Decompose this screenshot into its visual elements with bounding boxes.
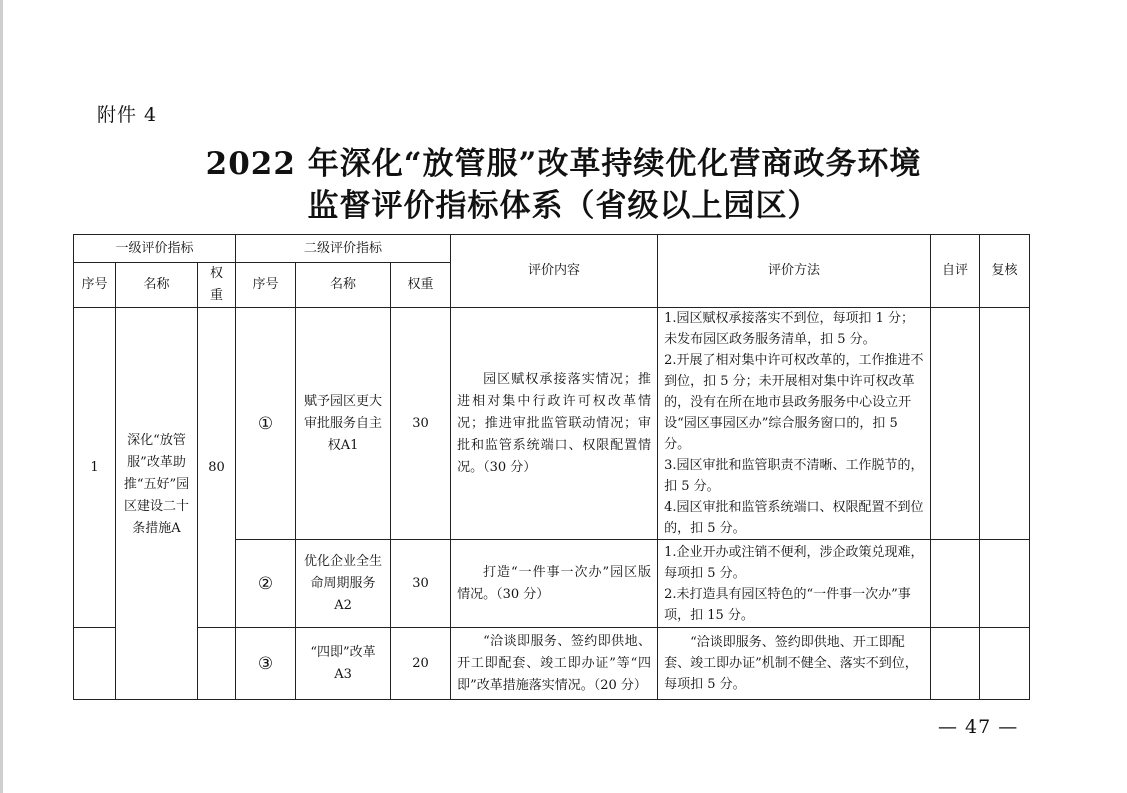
row-method [658,308,931,540]
empty-seq-cell [74,628,116,700]
header-seq1: 序号 [74,263,116,308]
header-name1: 名称 [116,263,198,308]
review-cell[interactable] [980,308,1030,540]
header-content: 评价内容 [451,235,658,308]
row-name: “四即”改革A3 [296,628,391,700]
review-cell[interactable] [980,540,1030,628]
row-weight: 20 [391,628,451,700]
row-content: “洽谈即服务、签约即供地、开工即配套、竣工即办证”等“四即”改革措施落实情况。（20 分） [451,628,658,700]
row-name: 赋予园区更大审批服务自主权A1 [296,308,391,540]
page-subtitle: 监督评价指标体系（省级以上园区） [307,188,820,224]
row-method [658,628,931,700]
empty-weight-cell [198,628,236,700]
review-cell[interactable] [980,628,1030,700]
row-weight: 30 [391,540,451,628]
row-seq: ③ [236,628,296,700]
row-weight: 30 [391,308,451,540]
page-number: — 47 — [938,716,1019,738]
group-weight: 80 [198,308,236,628]
header-method: 评价方法 [658,235,931,308]
header-self-eval: 自评 [931,235,980,308]
row-seq: ② [236,540,296,628]
table-row [74,628,1030,700]
method-item: 4.园区审批和监管系统端口、权限配置不到位的，扣 5 分。 [664,500,924,536]
method-item: 2.开展了相对集中许可权改革的，工作推进不到位，扣 5 分；未开展相对集中许可权改革的，没有在所在地市县政务服务中心设立开设“园区事园区办”综合服务窗口的，扣 5 分。 [664,353,924,452]
self-eval-cell[interactable] [931,628,980,700]
attachment-label: 附件 4 [97,104,158,126]
row-name: 优化企业全生命周期服务A2 [296,540,391,628]
row-seq: ① [236,308,296,540]
method-item: “洽谈即服务、签约即供地、开工即配套、竣工即办证”机制不健全、落实不到位，每项扣 5 分。 [664,635,918,692]
row-content: 打造“一件事一次办”园区版情况。（30 分） [451,540,658,628]
page-title: 2022 年深化“放管服”改革持续优化营商政务环境 [205,146,922,182]
row-content: 园区赋权承接落实情况；推进相对集中行政许可权改革情况；推进审批监管联动情况；审批和监管系统端口、权限配置情况。（30 分） [451,308,658,540]
method-item: 1.园区赋权承接落实不到位，每项扣 1 分；未发布园区政务服务清单，扣 5 分。 [664,311,915,347]
method-item: 2.未打造具有园区特色的“一件事一次办”事项，扣 15 分。 [664,586,911,623]
header-level1: 一级评价指标 [74,235,236,263]
group-name: 深化“放管服”改革助推“五好”园区建设二十条措施A [116,308,198,700]
method-item: 1.企业开办或注销不便利，涉企政策兑现难，每项扣 5 分。 [664,544,924,581]
header-name2: 名称 [296,263,391,308]
header-weight2: 权重 [391,263,451,308]
self-eval-cell[interactable] [931,540,980,628]
header-row-top [74,235,1030,263]
scan-edge [0,0,3,793]
evaluation-table [73,234,1030,700]
header-review: 复核 [980,235,1030,308]
header-seq2: 序号 [236,263,296,308]
header-level2: 二级评价指标 [236,235,451,263]
self-eval-cell[interactable] [931,308,980,540]
table-row [74,308,1030,540]
group-seq: 1 [74,308,116,628]
header-weight1: 权重 [198,263,236,308]
row-method [658,540,931,628]
method-item: 3.园区审批和监管职责不清晰、工作脱节的，扣 5 分。 [664,458,924,494]
